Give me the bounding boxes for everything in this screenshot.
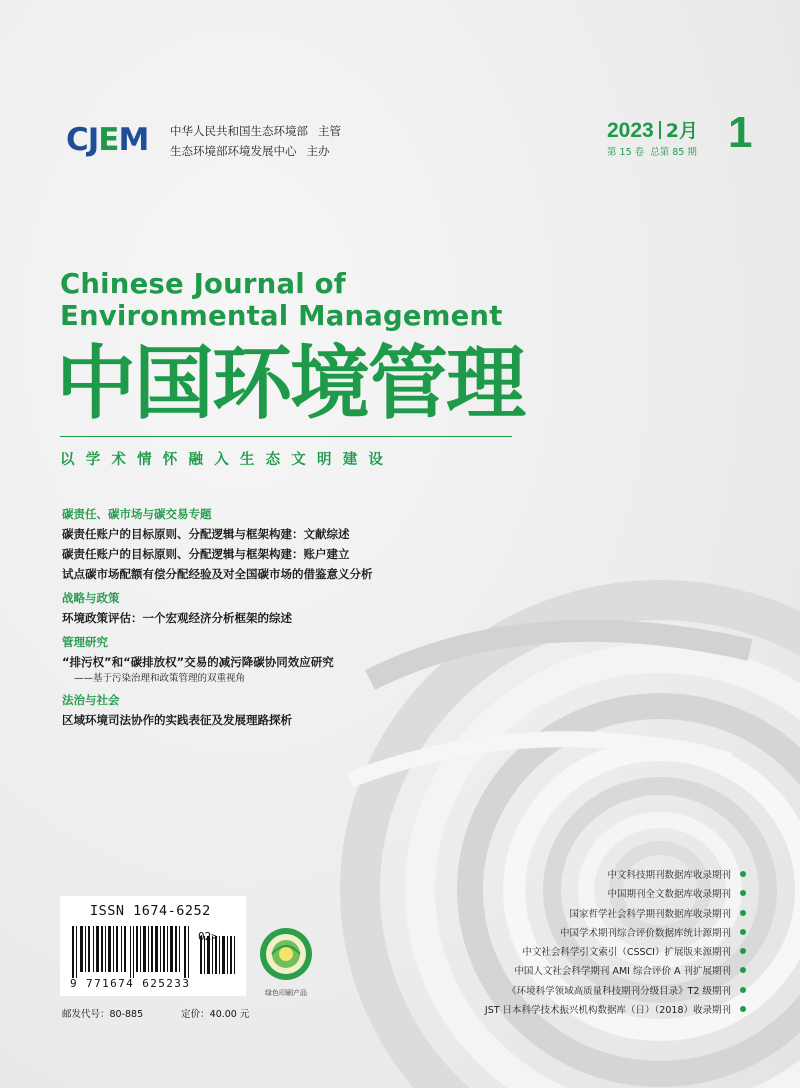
issue-year: 2023 [607,119,654,142]
toc-section-strategy: 战略与政策 [62,591,120,605]
slogan: 以学术情怀融入生态文明建设 [60,452,395,468]
indexing-item: 国家哲学社会科学期刊数据库收录期刊 [485,905,746,924]
postal-info [62,1006,249,1020]
issue-info [607,116,698,158]
issue-total: 总第 85 期 [650,147,697,158]
bullet-icon [740,890,746,896]
title-rule [60,436,512,437]
barcode-ean: 9 771674 625233 [70,977,191,990]
sponsor-2: 生态环境部环境发展中心 [170,144,297,158]
issue-month: 2月 [665,120,698,142]
cjem-logo: CJEM [66,122,149,158]
toc-item: 环境政策评估：一个宏观经济分析框架的综述 [62,611,292,625]
indexing-item: 中国人文社会科学期刊 AMI 综合评价 A 刊扩展期刊 [485,962,746,981]
bullet-icon [740,871,746,877]
indexing-item: JST 日本科学技术振兴机构数据库（日）（2018）收录期刊 [485,1001,746,1020]
toc-section-law: 法治与社会 [62,693,120,707]
price: 定价：40.00 元 [181,1009,250,1020]
sponsor-2-role: 主办 [306,144,330,158]
barcode-icon [66,926,246,978]
bullet-icon [740,910,746,916]
barcode-addon: 02> [198,930,218,943]
indexing-item: 中文社会科学引文索引（CSSCI）扩展版来源期刊 [485,943,746,962]
bullet-icon [740,967,746,973]
sponsor-1-role: 主管 [318,124,341,138]
indexing-item: 《环境科学领域高质量科技期刊分级目录》T2 级期刊 [485,982,746,1001]
bullet-icon [740,987,746,993]
sponsor-1: 中华人民共和国生态环境部 [170,124,308,138]
toc-section-management: 管理研究 [62,635,108,649]
indexing-item: 中国期刊全文数据库收录期刊 [485,885,746,904]
table-of-contents [62,500,502,730]
seal-label: 绿色印刷产品 [265,989,307,997]
toc-item: “排污权”和“碳排放权”交易的减污降碳协同效应研究 [62,655,334,669]
issue-divider [659,121,661,139]
toc-item: 碳责任账户的目标原则、分配逻辑与框架构建：账户建立 [62,547,350,561]
toc-item: 区域环境司法协作的实践表征及发展理路探析 [62,713,292,727]
bullet-icon [740,948,746,954]
english-title-line-1: Chinese Journal of [60,268,346,300]
indexing-item: 中文科技期刊数据库收录期刊 [485,866,746,885]
toc-item: 试点碳市场配额有偿分配经验及对全国碳市场的借鉴意义分析 [62,567,373,581]
bullet-icon [740,1006,746,1012]
toc-item-subtitle: ——基于污染治理和政策管理的双重视角 [74,673,246,684]
issue-volume: 第 15 卷 [607,147,645,158]
indexing-item: 中国学术期刊综合评价数据库统计源期刊 [485,924,746,943]
postal-code: 邮发代号：80-885 [62,1009,144,1020]
issue-number: 1 [728,108,753,157]
issn-number: ISSN 1674-6252 [90,903,211,919]
indexing-list [485,866,746,1020]
toc-section-carbon: 碳责任、碳市场与碳交易专题 [62,507,212,521]
bullet-icon [740,929,746,935]
toc-item: 碳责任账户的目标原则、分配逻辑与框架构建：文献综述 [62,527,350,541]
green-printing-seal-icon [258,926,314,986]
sponsors [170,121,341,161]
chinese-title: 中国环境管理 [56,337,524,430]
english-title-line-2: Environmental Management [60,300,503,332]
english-title [60,268,503,332]
